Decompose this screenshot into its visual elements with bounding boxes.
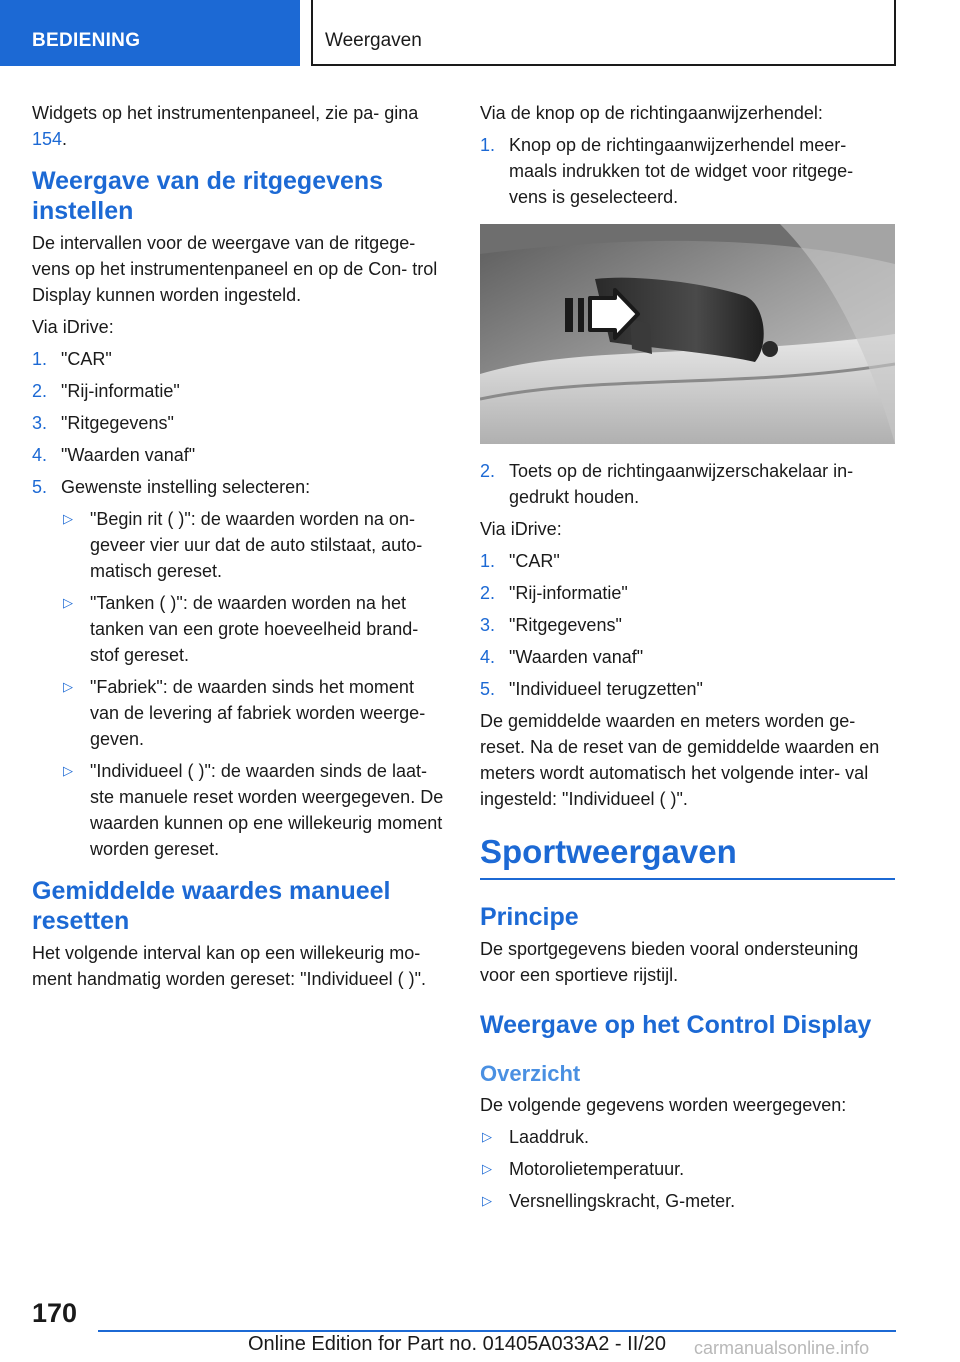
step-item: 2. "Rij-informatie" [32, 381, 180, 401]
triangle-bullet-icon: ▷ [482, 1193, 492, 1208]
option-list [61, 506, 447, 862]
step-item: 4. "Waarden vanaf" [32, 445, 196, 465]
option-item: ▷ "Individueel ( )": de waarden sinds de laat- ste manuele reset worden weergegeven. De waarden kunnen op ene willekeurig moment worden gereset. [61, 758, 447, 862]
button-steps [480, 132, 895, 210]
step-item: 2. Toets op de richtingaanwijzerschakelaar in- gedrukt houden. [480, 461, 854, 507]
page-link[interactable]: 154 [32, 129, 63, 149]
step-item: 4. "Waarden vanaf" [480, 647, 644, 667]
step-item: 5. Gewenste instelling selecteren: ▷ "Begin rit ( )": de waarden worden na on- geveer vier uur dat de auto stilstaat, auto- matisch gereset. ▷ "Tanken ( )": de waarden worden na het tanken van een grote hoeveelheid brand- stof gereset. ▷ "Fabriek": de waarden sinds het moment van de levering af fabriek worden weerge- geven. ▷ "Individueel ( )": de waarden sinds de laat- ste manuele reset worden weergegeven. De waarden kunnen op ene willekeurig moment worden gereset. [32, 474, 447, 862]
list-item: ▷ Versnellingskracht, G-meter. [480, 1188, 895, 1214]
watermark: carmanualsonline.info [694, 1338, 870, 1358]
heading-principe: Principe [480, 903, 579, 931]
heading-control-display: Weergave op het Control Display [480, 1011, 872, 1039]
principe-paragraph: De sportgegevens bieden vooral ondersteuning voor een sportieve rijstijl. [480, 939, 859, 985]
triangle-bullet-icon: ▷ [63, 763, 73, 778]
overzicht-paragraph: De volgende gegevens worden weergegeven: [480, 1095, 847, 1115]
option-item: ▷ "Begin rit ( )": de waarden worden na on- geveer vier uur dat de auto stilstaat, auto- matisch gereset. [61, 506, 447, 584]
footer-rule [98, 1330, 896, 1332]
step-item: 1. "CAR" [32, 349, 112, 369]
step-item: 3. "Ritgegevens" [480, 615, 622, 635]
triangle-bullet-icon: ▷ [482, 1161, 492, 1176]
triangle-bullet-icon: ▷ [63, 511, 73, 526]
heading-ritgegevens: Weergave van de ritgegevens instellen [32, 167, 384, 225]
chapter-tab [0, 0, 300, 66]
section-header [311, 0, 896, 66]
option-item: ▷ "Tanken ( )": de waarden worden na het tanken van een grote hoeveelheid brand- stof gereset. [61, 590, 447, 668]
section-title: Weergaven [325, 30, 422, 51]
via-idrive-label: Via iDrive: [32, 317, 114, 337]
overzicht-list [480, 1124, 895, 1214]
option-item: ▷ "Fabriek": de waarden sinds het moment van de levering af fabriek worden weerge- geven. [61, 674, 447, 752]
chapter-label: BEDIENING [32, 30, 141, 51]
heading-reset: Gemiddelde waardes manueel resetten [32, 877, 391, 935]
intro-paragraph: Widgets op het instrumentenpaneel, zie pa- gina 154. [32, 103, 419, 149]
button-steps-cont [480, 458, 895, 510]
list-item: ▷ Motorolietemperatuur. [480, 1156, 895, 1182]
ritgegevens-paragraph: De intervallen voor de weergave van de ritgege- vens op het instrumentenpaneel en op de Con- trol Display kunnen worden ingesteld. [32, 233, 438, 305]
page-number: 170 [32, 1298, 78, 1328]
step-item: 5. "Individueel terugzetten" [480, 679, 703, 699]
reset-paragraph: Het volgende interval kan op een willekeurig mo- ment handmatig worden gereset: "Individueel ( )". [32, 943, 426, 989]
left-column [32, 100, 447, 998]
step-item: 3. "Ritgegevens" [32, 413, 174, 433]
via-button-label: Via de knop op de richtingaanwijzerhendel: [480, 103, 823, 123]
edition-text: Online Edition for Part no. 01405A033A2 - II/20 [248, 1333, 667, 1355]
right-column [480, 100, 895, 1220]
step-item: 1. Knop op de richtingaanwijzerhendel meer- maals indrukken tot de widget voor ritgege- vens is geselecteerd. [480, 135, 854, 207]
triangle-bullet-icon: ▷ [63, 595, 73, 610]
idrive-steps-left [32, 346, 447, 862]
idrive-steps-right [480, 548, 895, 702]
heading-sportweergaven: Sportweergaven [480, 832, 895, 880]
step-item: 2. "Rij-informatie" [480, 583, 628, 603]
triangle-bullet-icon: ▷ [63, 679, 73, 694]
heading-overzicht: Overzicht [480, 1061, 581, 1086]
step-item: 1. "CAR" [480, 551, 560, 571]
reset-result-paragraph: De gemiddelde waarden en meters worden ge- reset. Na de reset van de gemiddelde waarden en meters wordt automatisch het volgende inter- val ingesteld: "Individueel ( )". [480, 711, 880, 809]
list-item: ▷ Laaddruk. [480, 1124, 895, 1150]
via-idrive-label-right: Via iDrive: [480, 519, 562, 539]
triangle-bullet-icon: ▷ [482, 1129, 492, 1144]
turn-signal-lever-photo [480, 224, 895, 444]
